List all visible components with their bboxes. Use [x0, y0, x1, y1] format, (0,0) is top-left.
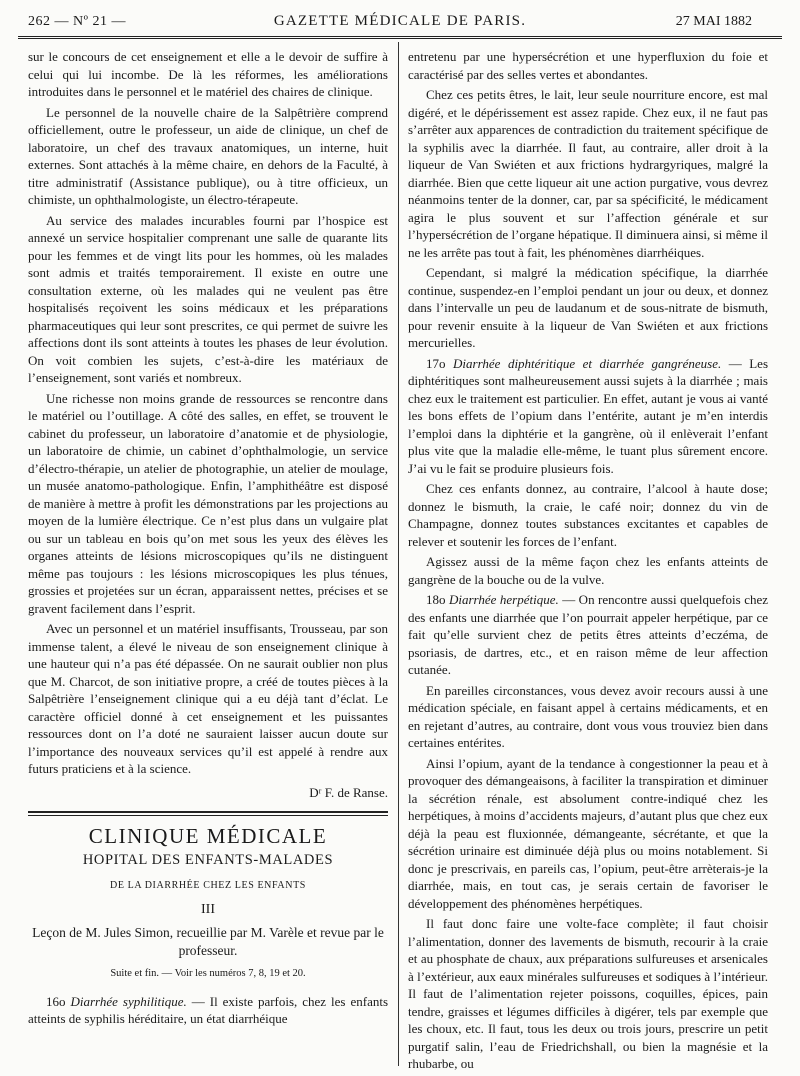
paragraph: Agissez aussi de la même façon chez les enfants atteints de gangrène de la bouche ou de la vulve.	[408, 554, 768, 587]
paragraph: Ainsi l’opium, ayant de la tendance à congestionner la peau et à provoquer des démangeaisons, à faciliter la transpiration et diminuer la sécrétion rénale, est absolument contre-indiqué chez les herpétiques, à moins d’accidents majeurs, d’autant plus que chez eux déjà la peau est fluxionnée, démangeante, sécrétante, et que la sécrétion urinaire est diminuée déjà plus ou moins notablement. Si donc je prescrivais, en pareils cas, l’opium, peut-être arrèterais-je la diarrhée, mais, en tout cas, je serais certain de favoriser le développement des phénomènes herpétiques.	[408, 755, 768, 911]
paragraph: Chez ces petits êtres, le lait, leur seule nourriture encore, est mal digéré, et le dépérissement est assez rapide. Chez eux, il ne faut pas s’arrêter aux apparences de contradiction du traitement spécifique de la syphilis avec la diarrhée. Il faut, au contraire, aller droit à la liqueur de Van Swiéten et aux frictions hydrargyriques, malgré la diarrhée. Bien que cette liqueur ait une action purgative, vous devrez néanmoins tenter de la donner, car, par sa spécificité, le médicament agira le plus souvent et sur l’affection générale et sur l’hypersécrétion de l’organe hépatique. Il diminuera ainsi, si même il ne les arrête pas tout à fait, les phénomènes diarrhéiques.	[408, 87, 768, 260]
author-signature: Dʳ F. de Ranse.	[309, 784, 388, 800]
item-text: — On rencontre aussi quelquefois chez des enfants une diarrhée que l’on pourrait appeler herpétique, par ce fait qu’elle survient chez de petits êtres atteints d’eczéma, de psoriasis, de dartres, etc., et en raison même de leur affection cutanée.	[408, 592, 769, 677]
section-divider	[28, 811, 388, 816]
section-title: CLINIQUE MÉDICALE	[88, 824, 328, 848]
page-number: 262 — Nº 21 —	[28, 14, 126, 29]
paragraph: Chez ces enfants donnez, au contraire, l’alcool à haute dose; donnez le bismuth, la craie, le café noir; donnez du vin de Champagne, donnez toutes substances excitantes et capables de relever et soutenir les forces de l’enfant.	[408, 481, 768, 549]
item-text: — Il existe parfois, chez les enfants atteints de syphilis héréditaire, un état diarrhéique	[28, 993, 389, 1026]
paragraph: Cependant, si malgré la médication spécifique, la diarrhée continue, suspendez-en l’emploi pendant un jour ou deux, et donnez dans l’intervalle un peu de laudanum et de sous-nitrate de bismuth, pour revenir ensuite à la liqueur de Van Swiéten et aux frictions mercurielles.	[408, 265, 768, 350]
issue-date: 27 MAI 1882	[675, 14, 752, 29]
continuation-note: Suite et fin. — Voir les numéros 7, 8, 19 et 20.	[110, 968, 306, 979]
right-column	[408, 48, 768, 1076]
lecture-credit: Leçon de M. Jules Simon, recueillie par M. Varèle et revue par le professeur.	[32, 925, 384, 958]
paragraph	[408, 591, 768, 679]
column-divider	[398, 42, 399, 1066]
item-text: — Les diphtéritiques sont malheureusement aussi sujets à la diarrhée ; mais chez eux le traitement est particulier. En effet, autant je vous ai vanté les bons effets de l’opium dans l’entérite, autant je m’en interdis l’emploi dans la diphtérie et la gangrène, où il enlèverait l’enfant plus vite que la maladie elle-même, le tuant plus sûrement encore. J’ai vu le fait se produire plusieurs fois.	[408, 355, 768, 476]
running-header	[18, 8, 782, 39]
item-number: 17o	[426, 355, 446, 371]
paragraph: Le personnel de la nouvelle chaire de la Salpêtrière comprend officiellement, outre le professeur, un aide de clinique, un chef de laboratoire, un chef des travaux anatomiques, un interne, huit externes. Sont attachés à la même chaire, en dehors de la Faculté, à titre administratif (Assistance publique), ou à titre officieux, un chimiste, un ophthalmologiste, un électro-térapeute.	[28, 104, 388, 207]
journal-title: GAZETTE MÉDICALE DE PARIS.	[273, 13, 527, 29]
paragraph: En pareilles circonstances, vous devez avoir recours aussi à une médication spéciale, en faisant appel à certains médicaments, et en en rejetant d’autres, au contraire, dont vous vous trouviez bien dans certaines entérites.	[408, 682, 768, 750]
item-number: 16o	[46, 993, 66, 1009]
item-heading: Diarrhée herpétique.	[448, 592, 559, 607]
item-number: 18o	[426, 592, 446, 607]
paragraph: sur le concours de cet enseignement et elle a le devoir de suffire à celui qui lui incombe. De là les réformes, les améliorations introduites dans le personnel et le matériel des chaires de clinique.	[28, 49, 388, 99]
paragraph: entretenu par une hypersécrétion et une hyperfluxion du foie et caractérisé par des selles vertes et abondantes.	[408, 49, 768, 82]
section-subtitle: HOPITAL DES ENFANTS-MALADES	[82, 851, 334, 868]
paragraph	[408, 355, 768, 478]
section-topic: DE LA DIARRHÉE CHEZ LES ENFANTS	[110, 880, 306, 891]
paragraph: Au service des malades incurables fourni par l’hospice est annexé un service hospitalier comprenant une salle de quarante lits pour les femmes et de vingt lits pour les hommes, où les malades sont admis et traités temporairement. Il existe en outre une consultation externe, où les malades qui ne veulent pas être hospitalisés reçoivent les soins médicaux et les préparations pharmaceutiques qui leur sont prescrites, ce qui permet de suivre les affections dont ils sont atteints à toutes les phases de leur évolution. On voit combien les sujets, c’est-à-dire les matériaux de l’enseignement, sont variés et nombreux.	[28, 212, 388, 385]
left-column	[28, 48, 388, 1031]
paragraph: Une richesse non moins grande de ressources se rencontre dans le matériel ou l’outillage. A côté des salles, en effet, se trouvent le cabinet du professeur, un laboratoire d’anatomie et de physiologie, un laboratoire de chimie, un cabinet d’ophthalmologie, un service d’électro-thérapie, un atelier de photographie, un atelier de moulage, un musée anatomo-pathologique. Enfin, l’amphithéâtre est disposé de manière à mettre à profit les démonstrations par les projections au moyen de la lumière électrique. Ce n’est plus dans un vulgaire plat ou sur un tableau en bois qu’on met sous les yeux des élèves les organes atteints de lésions microscopiques qu’ils ne distinguent même pas toujours : les lésions microscopiques les plus ténues, grossies et projetées sur un écran, apparaissent nettes, précises et se gravent facilement dans l’esprit.	[28, 390, 388, 616]
section-number: III	[201, 901, 215, 917]
paragraph	[28, 993, 388, 1028]
paragraph: Avec un personnel et un matériel insuffisants, Trousseau, par son immense talent, a élevé le niveau de son enseignement clinique à une hauteur qui n’a pas été dépassée. On ne saurait oublier non plus que M. Charcot, de son initiative propre, a créé de toutes pièces à la Salpêtrière l’enseignement clinique qui a eu déjà tant d’éclat. Le caractère officiel donné à cet enseignement et les puissantes ressources dont on l’a doté ne sauraient laisser aucun doute sur l’importance des nouveaux services qu’il est appelé à rendre aux futurs praticiens et à la science.	[28, 621, 388, 776]
paragraph: Il faut donc faire une volte-face complète; il faut choisir l’alimentation, donner des lavements de bismuth, recourir à la craie et au phosphate de chaux, aux préparations sulfureuses et arsenicales à l’extérieur, aux eaux minérales sulfureuses et sodiques à l’intérieur. Il faut de l’alimentation rejeter poissons, coquilles, épices, pain tendre, graisses et légumes difficiles à digérer, tels par exemple que les choux, etc. Il faut, tous les deux ou trois jours, prescrire un petit purgatif salin, l’eau de Friedrichshall, ou bien la magnésie et la rhubarbe, ou	[408, 916, 768, 1071]
item-heading: Diarrhée diphtéritique et diarrhée gangréneuse.	[453, 355, 722, 371]
item-heading: Diarrhée syphilitique.	[70, 993, 187, 1009]
